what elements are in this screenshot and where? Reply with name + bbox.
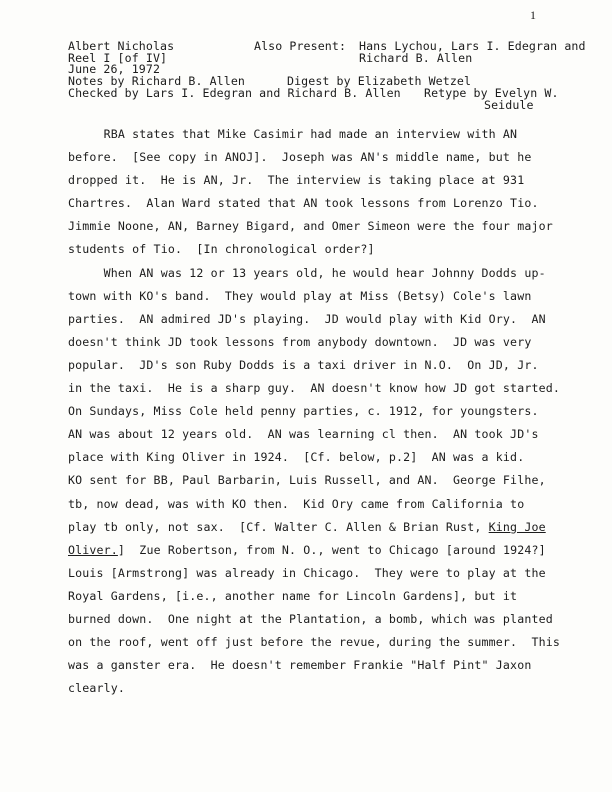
body-line: clearly. xyxy=(68,681,126,696)
body-line: KO sent for BB, Paul Barbarin, Luis Russell, and AN. George Filhe, xyxy=(68,473,546,488)
body-line: parties. AN admired JD's playing. JD would play with Kid Ory. AN xyxy=(68,311,546,326)
body-line: burned down. One night at the Plantation, a bomb, which was planted xyxy=(68,611,553,626)
body-line: doesn't think JD took lessons from anybody downtown. JD was very xyxy=(68,334,532,349)
body-line-text: play tb only, not sax. [Cf. Walter C. Allen & Brian Rust, xyxy=(68,519,489,534)
header-name: Albert Nicholas xyxy=(68,39,175,53)
header-checked: Checked by Lars I. Edegran and Richard B. Allen xyxy=(68,86,401,100)
body-line: town with KO's band. They would play at Miss (Betsy) Cole's lawn xyxy=(68,288,532,303)
header-also-present-names: Hans Lychou, Lars I. Edegran and xyxy=(359,39,586,53)
body-line-citation-cont xyxy=(68,539,602,562)
header-retype: Retype by Evelyn W. xyxy=(424,86,559,100)
page-number: 1 xyxy=(530,8,536,22)
body-line: Royal Gardens, [i.e., another name for Lincoln Gardens], but it xyxy=(68,588,518,603)
header-retype-cont: Seidule xyxy=(484,98,534,112)
body-line: was a ganster era. He doesn't remember Frankie "Half Pint" Jaxon xyxy=(68,658,532,673)
digest-body xyxy=(68,123,602,700)
body-line: students of Tio. [In chronological order?] xyxy=(68,242,375,257)
book-title-cont: Oliver. xyxy=(68,542,118,557)
body-line: Louis [Armstrong] was already in Chicago. They were to play at the xyxy=(68,565,546,580)
body-line: on the roof, went off just before the revue, during the summer. This xyxy=(68,635,560,650)
header-also-present-names-cont: Richard B. Allen xyxy=(359,51,473,65)
body-line-text: ] Zue Robertson, from N. O., went to Chicago [around 1924?] xyxy=(117,542,546,557)
body-line: When AN was 12 or 13 years old, he would hear Johnny Dodds up- xyxy=(68,265,546,280)
body-line: RBA states that Mike Casimir had made an interview with AN xyxy=(68,127,518,141)
book-title: King Joe xyxy=(488,519,546,534)
header-date: June 26, 1972 xyxy=(68,62,161,76)
body-line: popular. JD's son Ruby Dodds is a taxi driver in N.O. On JD, Jr. xyxy=(68,357,539,372)
header-notes: Notes by Richard B. Allen xyxy=(68,74,246,88)
body-line: place with King Oliver in 1924. [Cf. below, p.2] AN was a kid. xyxy=(68,450,525,465)
body-line: dropped it. He is AN, Jr. The interview is taking place at 931 xyxy=(68,173,525,188)
body-line: tb, now dead, was with KO then. Kid Ory came from California to xyxy=(68,496,525,511)
body-line: in the taxi. He is a sharp guy. AN doesn't know how JD got started. xyxy=(68,381,560,396)
header-reel: Reel I [of IV] xyxy=(68,51,168,65)
body-line: AN was about 12 years old. AN was learning cl then. AN took JD's xyxy=(68,427,539,442)
header-also-present-label: Also Present: xyxy=(254,39,347,53)
body-line: On Sundays, Miss Cole held penny parties, c. 1912, for youngsters. xyxy=(68,404,539,419)
body-line: Chartres. Alan Ward stated that AN took lessons from Lorenzo Tio. xyxy=(68,196,539,211)
body-line-citation xyxy=(68,516,602,539)
body-line: before. [See copy in ANOJ]. Joseph was AN's middle name, but he xyxy=(68,150,532,165)
header-digest: Digest by Elizabeth Wetzel xyxy=(287,74,472,88)
body-line: Jimmie Noone, AN, Barney Bigard, and Omer Simeon were the four major xyxy=(68,219,553,234)
